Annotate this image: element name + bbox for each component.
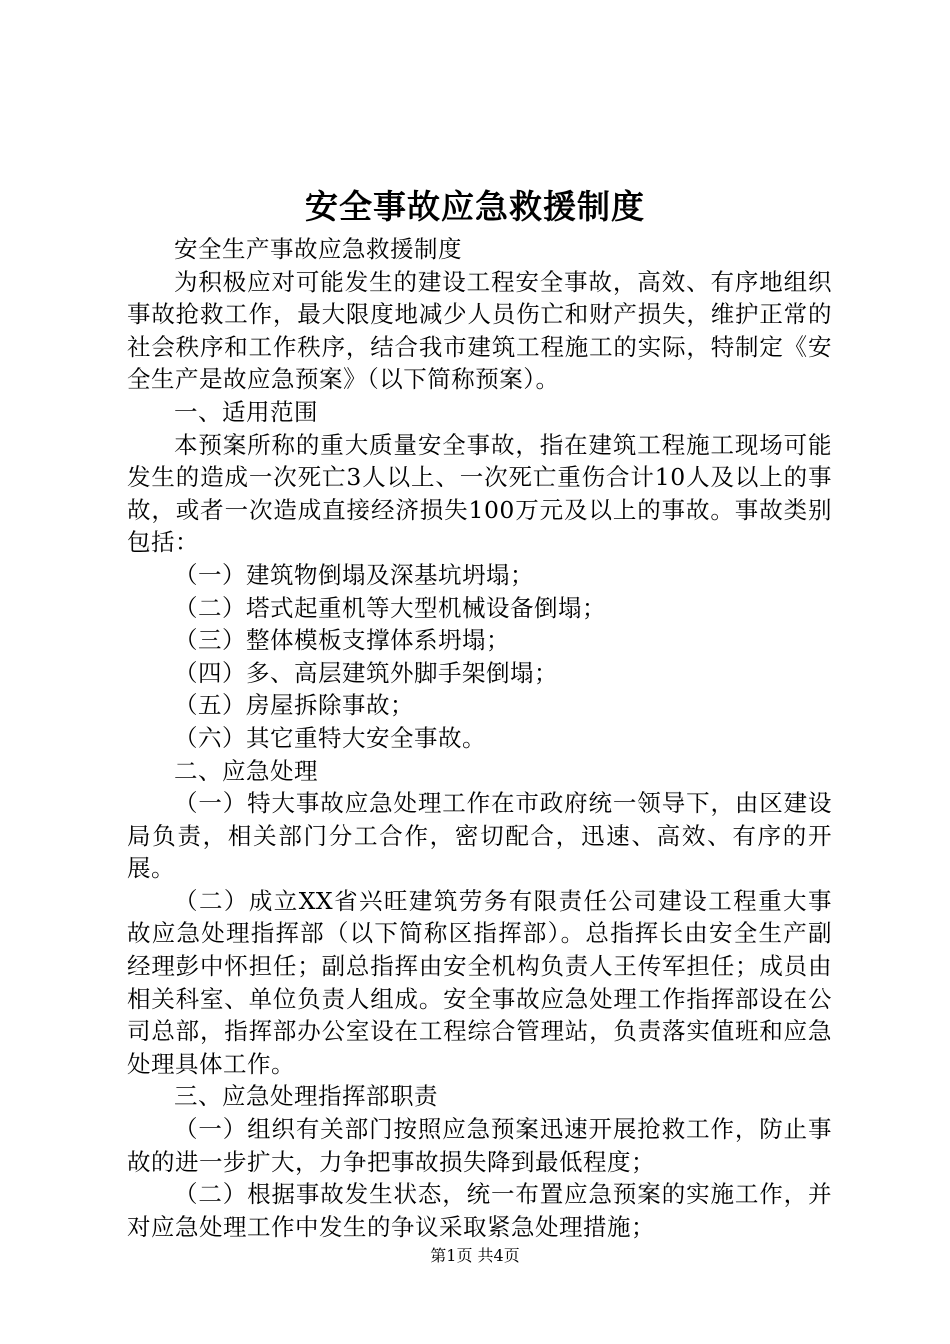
list-item-category-4: （四）多、高层建筑外脚手架倒塌； xyxy=(174,658,558,687)
list-item-category-2: （二）塔式起重机等大型机械设备倒塌； xyxy=(174,593,606,622)
paragraph-intro: 为积极应对可能发生的建设工程安全事故，高效、有序地组织事故抢救工作，最大限度地减少人员伤亡和财产损失，维护正常的社会秩序和工作秩序，结合我市建筑工程施工的实际，特制定《安全生产是故应急预案》（以下简称预案）。 xyxy=(127,267,832,394)
document-body xyxy=(127,233,832,1243)
section-heading-command-duties: 三、应急处理指挥部职责 xyxy=(174,1082,438,1111)
paragraph-scope: 本预案所称的重大质量安全事故，指在建筑工程施工现场可能发生的造成一次死亡3人以上、一次死亡重伤合计10人及以上的事故，或者一次造成直接经济损失100万元及以上的事故。事故类别包括： xyxy=(127,430,832,557)
paragraph-subtitle: 安全生产事故应急救援制度 xyxy=(174,235,462,263)
paragraph-duty-1: （一）组织有关部门按照应急预案迅速开展抢救工作，防止事故的进一步扩大，力争把事故损失降到最低程度； xyxy=(127,1115,832,1176)
paragraph-handling-1: （一）特大事故应急处理工作在市政府统一领导下，由区建设局负责，相关部门分工合作，密切配合，迅速、高效、有序的开展。 xyxy=(127,789,832,883)
list-item-category-3: （三）整体模板支撑体系坍塌； xyxy=(174,626,510,655)
list-item-category-1: （一）建筑物倒塌及深基坑坍塌； xyxy=(174,560,534,589)
paragraph-duty-2: （二）根据事故发生状态，统一布置应急预案的实施工作，并对应急处理工作中发生的争议采取紧急处理措施； xyxy=(127,1180,832,1241)
list-item-category-5: （五）房屋拆除事故； xyxy=(174,691,414,720)
section-heading-scope: 一、适用范围 xyxy=(174,397,318,426)
page-footer: 第1页 共4页 xyxy=(430,1246,520,1265)
section-heading-emergency-handling: 二、应急处理 xyxy=(174,756,318,785)
list-item-category-6: （六）其它重特大安全事故。 xyxy=(174,723,486,752)
document-title: 安全事故应急救援制度 xyxy=(305,187,645,226)
paragraph-handling-2: （二）成立XX省兴旺建筑劳务有限责任公司建设工程重大事故应急处理指挥部（以下简称区指挥部）。总指挥长由安全生产副经理彭中怀担任；副总指挥由安全机构负责人王传军担任；成员由相关科室、单位负责人组成。安全事故应急处理工作指挥部设在公司总部，指挥部办公室设在工程综合管理站，负责落实值班和应急处理具体工作。 xyxy=(127,886,832,1078)
